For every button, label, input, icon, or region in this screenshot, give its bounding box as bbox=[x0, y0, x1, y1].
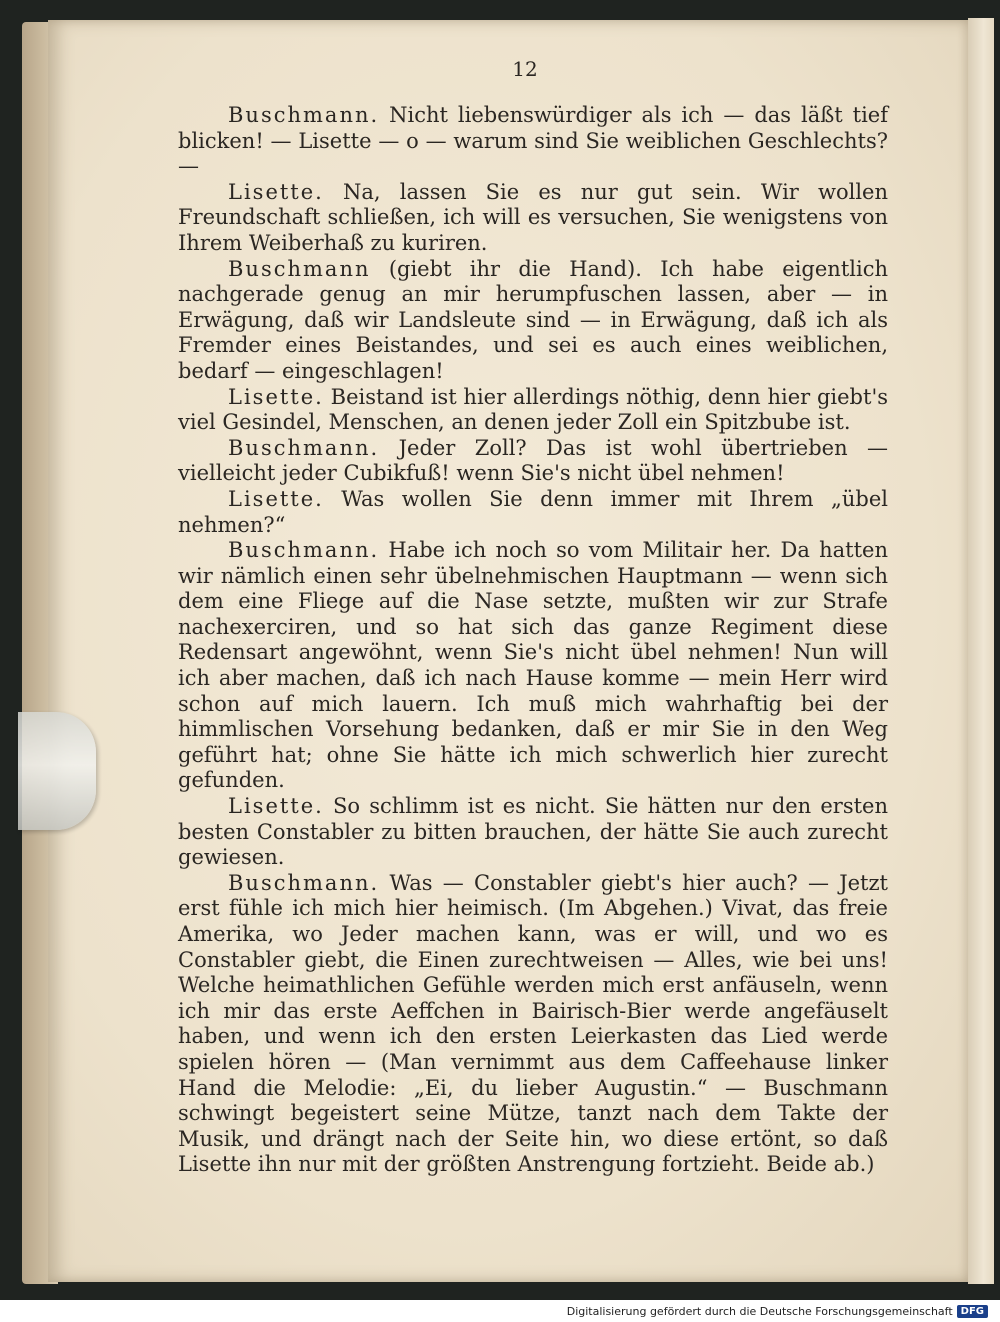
paragraph bbox=[178, 794, 888, 871]
page-text bbox=[178, 103, 888, 1178]
speaker-name: Lisette. bbox=[228, 794, 324, 819]
paragraph bbox=[178, 487, 888, 538]
paragraph bbox=[178, 871, 888, 1178]
speaker-name: Buschmann. bbox=[228, 538, 380, 563]
page-clip bbox=[18, 712, 96, 830]
paragraph bbox=[178, 538, 888, 794]
paragraph-text: (giebt ihr die Hand). Ich habe eigentlich nachgerade genug an mir herumpfuschen lassen, aber — in Erwägung, daß wir Landsleute sind — in Erwägung, daß ich als Fremder eines Beistandes, und sei es auch eines weiblichen, bedarf — eingeschlagen! bbox=[178, 256, 888, 383]
paragraph bbox=[178, 385, 888, 436]
page-number: 12 bbox=[512, 57, 538, 81]
paragraph-text: Beistand ist hier allerdings nöthig, denn hier giebt's viel Gesindel, Menschen, an denen jeder Zoll ein Spitzbube ist. bbox=[178, 384, 888, 435]
paragraph bbox=[178, 257, 888, 385]
paragraph bbox=[178, 180, 888, 257]
paragraph-text: Jeder Zoll? Das ist wohl übertrieben — vielleicht jeder Cubikfuß! wenn Sie's nicht übel nehmen! bbox=[178, 435, 889, 486]
credit-text: Digitalisierung gefördert durch die Deutsche Forschungsgemeinschaft bbox=[566, 1305, 953, 1318]
speaker-name: Buschmann. bbox=[228, 435, 380, 460]
speaker-name: Buschmann bbox=[228, 256, 371, 281]
paragraph-text: Was — Constabler giebt's hier auch? — Jetzt erst fühle ich mich hier heimisch. (Im Abgehen.) Vivat, das freie Amerika, wo Jeder machen kann, was er will, und wo es Constabler giebt, die Einen zurechtweisen — Alles, wie bei uns! Welche heimathlichen Gefühle werden mich erst anfäuseln, wenn ich mir das erste Aeffchen in Bairisch-Bier werde angefäuselt haben, und wenn ich den ersten Leierkasten das Lied werde spielen hören — (Man vernimmt aus dem Caffeehause linker Hand die Melodie: „Ei, du lieber Augustin.“ — Buschmann schwingt begeistert seine Mütze, tanzt nach dem Takte der Musik, und drängt nach der Seite hin, wo diese ertönt, so daß Lisette ihn nur mit der größten Anstrengung fortzieht. Beide ab.) bbox=[178, 870, 888, 1177]
paragraph bbox=[178, 436, 888, 487]
paragraph-text: So schlimm ist es nicht. Sie hätten nur den ersten besten Constabler zu bitten brauchen, der hätte Sie auch zurecht gewiesen. bbox=[178, 794, 888, 870]
speaker-name: Lisette. bbox=[228, 384, 324, 409]
speaker-name: Lisette. bbox=[228, 179, 324, 204]
speaker-name: Lisette. bbox=[228, 486, 324, 511]
paragraph bbox=[178, 103, 888, 180]
speaker-name: Buschmann. bbox=[228, 870, 380, 895]
paragraph-text: Na, lassen Sie es nur gut sein. Wir wollen Freundschaft schließen, ich will es versuchen, Sie wenigstens von Ihrem Weiberhaß zu kuriren. bbox=[178, 179, 888, 255]
paragraph-text: Nicht liebenswürdiger als ich — das läßt tief blicken! — Lisette — o — warum sind Sie weiblichen Geschlechts? — bbox=[178, 103, 888, 179]
paragraph-text: Habe ich noch so vom Militair her. Da hatten wir nämlich einen sehr übelnehmischen Hauptmann — wenn sich dem eine Fliege auf die Nase setzte, mußten wir zur Strafe nachexerciren, und so hat sich das ganze Regiment diese Redensart angewöhnt, wenn Sie's nicht übel nehmen! Nun will ich aber machen, daß ich nach Hause komme — mein Herr wird schon auf mich lauern. Ich muß mich wahrhaftig bei der himmlischen Vorsehung bedanken, daß er mir Sie in den Weg geführt hat; ohne Sie hätte ich mich schwerlich hier zurecht gefunden. bbox=[178, 538, 888, 793]
speaker-name: Buschmann. bbox=[228, 103, 380, 127]
next-page-edge bbox=[968, 18, 994, 1284]
dfg-logo: DFG bbox=[957, 1305, 988, 1318]
paragraph-text: Was wollen Sie denn immer mit Ihrem „übel nehmen?“ bbox=[178, 486, 888, 537]
digitization-credit bbox=[567, 1305, 988, 1318]
